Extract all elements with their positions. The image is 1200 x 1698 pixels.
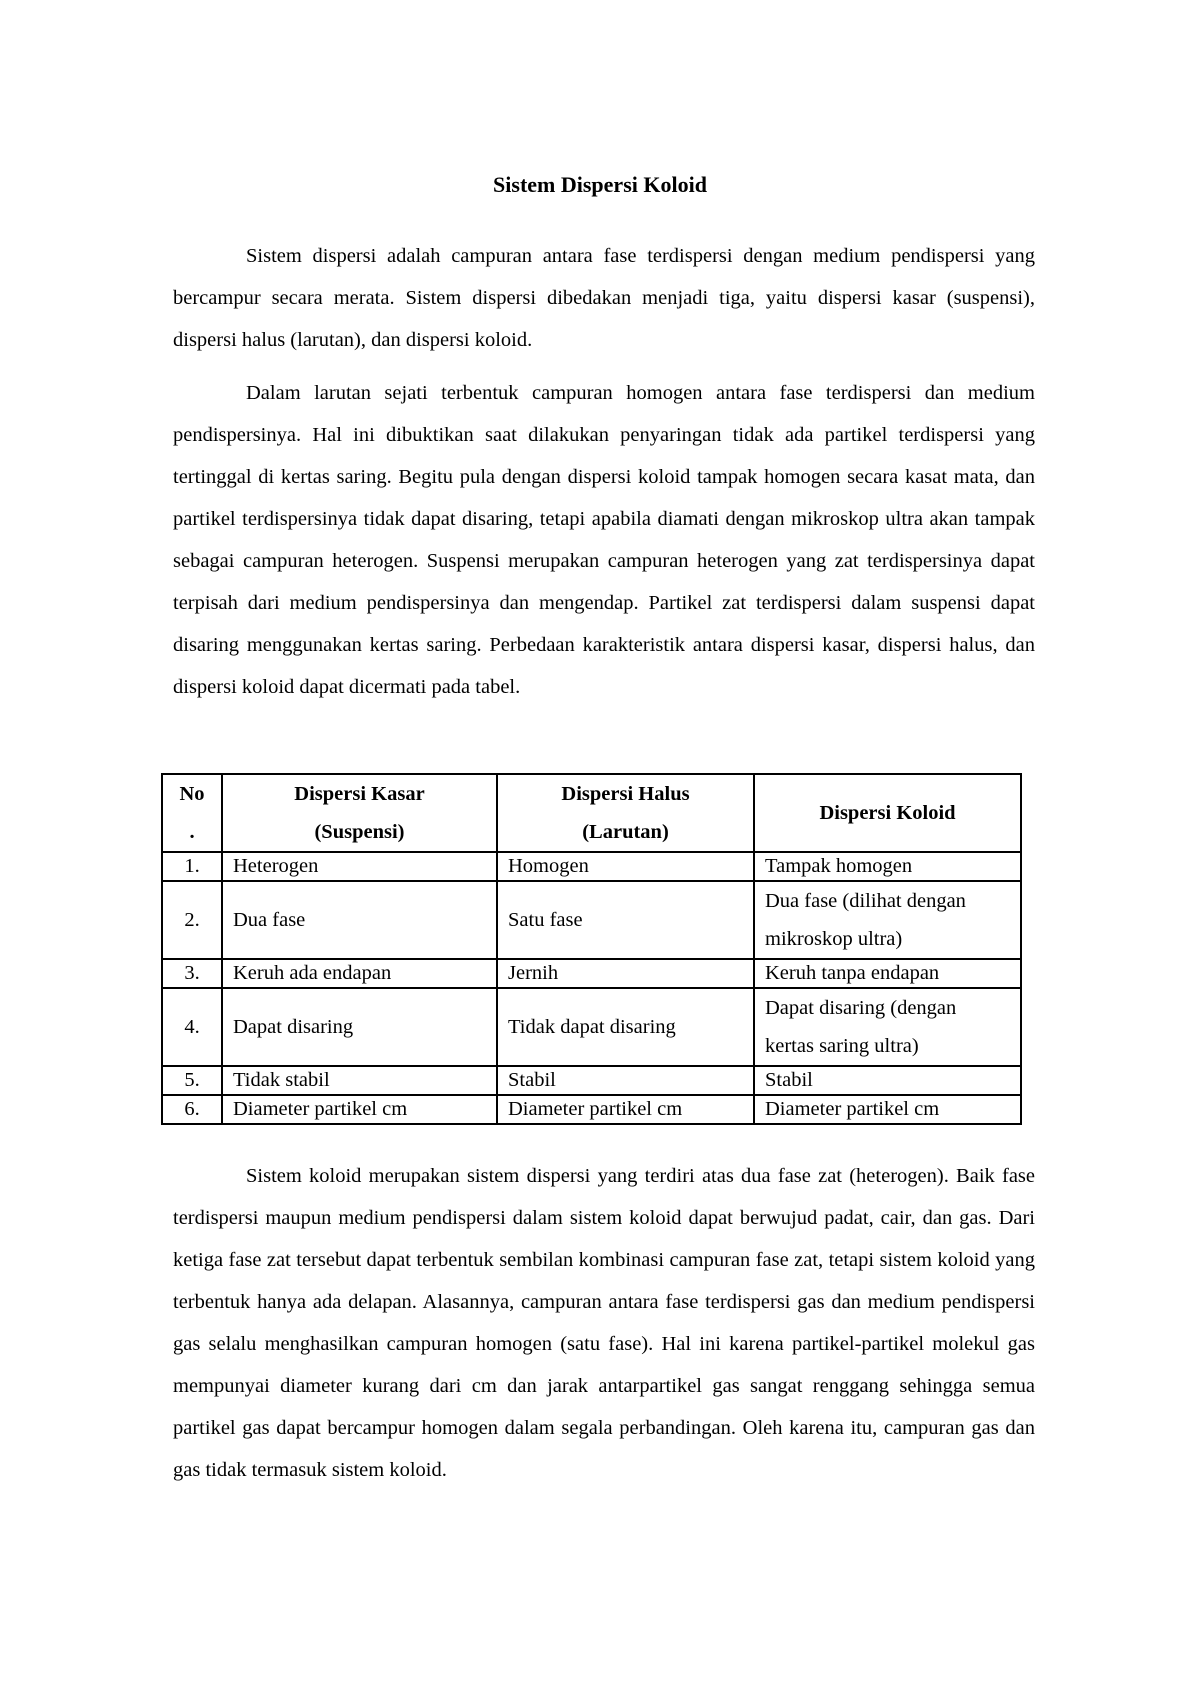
cell-halus: Tidak dapat disaring [497, 988, 754, 1066]
cell-koloid: Dua fase (dilihat dengan mikroskop ultra) [754, 881, 1021, 959]
paragraph-larutan: Dalam larutan sejati terbentuk campuran homogen antara fase terdispersi dan medium pendispersinya. Hal ini dibuktikan saat dilakukan penyaringan tidak ada partikel terdispersi yang tertinggal di kertas saring. Begitu pula dengan dispersi koloid tampak homogen secara kasat mata, dan partikel terdispersinya tidak dapat disaring, tetapi apabila diamati dengan mikroskop ultra akan tampak sebagai campuran heterogen. Suspensi merupakan campuran heterogen yang zat terdispersinya dapat terpisah dari medium pendispersinya dan mengendap. Partikel zat terdispersi dalam suspensi dapat disaring menggunakan kertas saring. Perbedaan karakteristik antara dispersi kasar, dispersi halus, dan dispersi koloid dapat dicermati pada tabel. [173, 382, 1035, 698]
cell-halus: Diameter partikel cm [497, 1095, 754, 1124]
cell-no: 2. [162, 881, 222, 959]
cell-no: 1. [162, 852, 222, 881]
cell-kasar: Dapat disaring [222, 988, 497, 1066]
page-title: Sistem Dispersi Koloid [493, 172, 707, 197]
cell-no: 3. [162, 959, 222, 988]
dispersion-comparison-table [161, 773, 1022, 1125]
header-kasar-line1: Dispersi Kasar [294, 783, 425, 805]
cell-kasar: Keruh ada endapan [222, 959, 497, 988]
cell-halus: Stabil [497, 1066, 754, 1095]
cell-kasar: Tidak stabil [222, 1066, 497, 1095]
header-no-line2: . [189, 821, 195, 843]
table-header-row [162, 774, 1021, 852]
cell-no: 5. [162, 1066, 222, 1095]
header-koloid: Dispersi Koloid [754, 774, 1021, 852]
table-row [162, 1066, 1021, 1095]
cell-koloid: Stabil [754, 1066, 1021, 1095]
cell-kasar: Diameter partikel cm [222, 1095, 497, 1124]
header-halus-line2: (Larutan) [582, 821, 669, 843]
table-row [162, 988, 1021, 1066]
cell-koloid: Tampak homogen [754, 852, 1021, 881]
header-halus [497, 774, 754, 852]
header-no [162, 774, 222, 852]
header-kasar-line2: (Suspensi) [314, 821, 405, 843]
cell-halus: Jernih [497, 959, 754, 988]
cell-koloid: Keruh tanpa endapan [754, 959, 1021, 988]
paragraph-koloid: Sistem koloid merupakan sistem dispersi yang terdiri atas dua fase zat (heterogen). Baik fase terdispersi maupun medium pendispersi dalam sistem koloid dapat berwujud padat, cair, dan gas. Dari ketiga fase zat tersebut dapat terbentuk sembilan kombinasi campuran fase zat, tetapi sistem koloid yang terbentuk hanya ada delapan. Alasannya, campuran antara fase terdispersi gas dan medium pendispersi gas selalu menghasilkan campuran homogen (satu fase). Hal ini karena partikel-partikel molekul gas mempunyai diameter kurang dari cm dan jarak antarpartikel gas sangat renggang sehingga semua partikel gas dapat bercampur homogen dalam segala perbandingan. Oleh karena itu, campuran gas dan gas tidak termasuk sistem koloid. [173, 1165, 1035, 1481]
table-row [162, 852, 1021, 881]
cell-koloid: Diameter partikel cm [754, 1095, 1021, 1124]
cell-kasar: Heterogen [222, 852, 497, 881]
header-kasar [222, 774, 497, 852]
table-row [162, 1095, 1021, 1124]
header-no-line1: No [179, 783, 205, 805]
cell-halus: Homogen [497, 852, 754, 881]
table-row [162, 959, 1021, 988]
table-row [162, 881, 1021, 959]
cell-no: 6. [162, 1095, 222, 1124]
cell-halus: Satu fase [497, 881, 754, 959]
cell-koloid: Dapat disaring (dengan kertas saring ultra) [754, 988, 1021, 1066]
header-halus-line1: Dispersi Halus [561, 783, 690, 805]
cell-kasar: Dua fase [222, 881, 497, 959]
paragraph-intro: Sistem dispersi adalah campuran antara fase terdispersi dengan medium pendispersi yang bercampur secara merata. Sistem dispersi dibedakan menjadi tiga, yaitu dispersi kasar (suspensi), dispersi halus (larutan), dan dispersi koloid. [173, 245, 1035, 351]
cell-no: 4. [162, 988, 222, 1066]
